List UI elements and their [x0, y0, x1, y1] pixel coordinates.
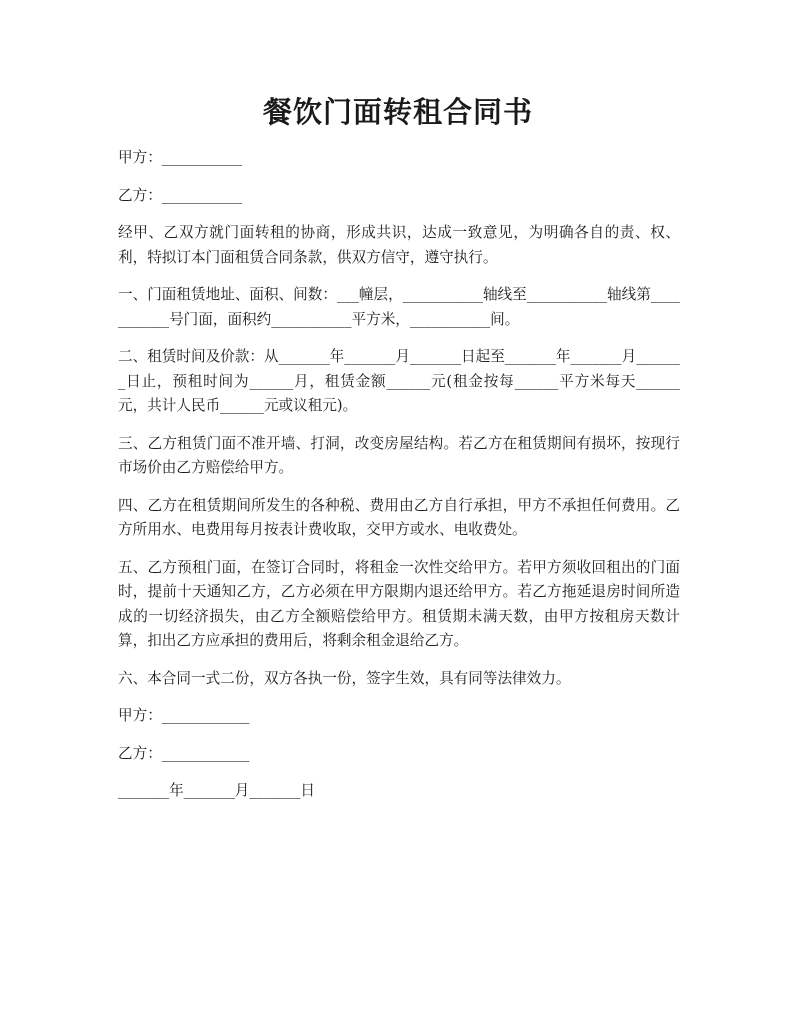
clause-2: 二、租赁时间及价款：从_______年_______月_______日起至_______年_______月_______日止，预租时间为______月，租赁金额______元(租金按每______平方米每天______元，共计人民币______元或议租元)。 — [118, 348, 680, 414]
clause-3: 三、乙方租赁门面不准开墙、打洞，改变房屋结构。若乙方在租赁期间有损坏，按现行市场价由乙方赔偿给甲方。 — [118, 434, 680, 476]
party-b-line: 乙方：___________ — [118, 186, 243, 204]
clause-1: 一、门面租赁地址、面积、间数：___幢层，___________轴线至___________轴线第___________号门面，面积约___________平方米，___________间。 — [118, 286, 680, 328]
clause-5: 五、乙方预租门面，在签订合同时，将租金一次性交给甲方。若甲方须收回租出的门面时，提前十天通知乙方，乙方必须在甲方限期内退还给甲方。若乙方拖延退房时间所造成的一切经济损失，由乙方全额赔偿给甲方。租赁期未满天数，由甲方按租房天数计算，扣出乙方应承担的费用后，将剩余租金退给乙方。 — [118, 558, 680, 649]
document-title: 餐饮门面转租合同书 — [262, 95, 533, 129]
clause-6: 六、本合同一式二份，双方各执一份，签字生效，具有同等法律效力。 — [118, 669, 571, 687]
party-a-line: 甲方：___________ — [118, 149, 243, 166]
document-body — [118, 146, 680, 817]
signature-party-a: 甲方：____________ — [118, 707, 250, 724]
preamble-paragraph: 经甲、乙双方就门面转租的协商，形成共识，达成一致意见，为明确各自的责、权、利，特拟订本门面租赁合同条款，供双方信守，遵守执行。 — [118, 224, 680, 266]
signature-date: _______年_______月_______日 — [118, 782, 316, 799]
signature-party-b: 乙方：____________ — [118, 744, 250, 762]
clause-4: 四、乙方在租赁期间所发生的各种税、费用由乙方自行承担，甲方不承担任何费用。乙方所用水、电费用每月按表计费收取，交甲方或水、电收费处。 — [118, 496, 680, 538]
